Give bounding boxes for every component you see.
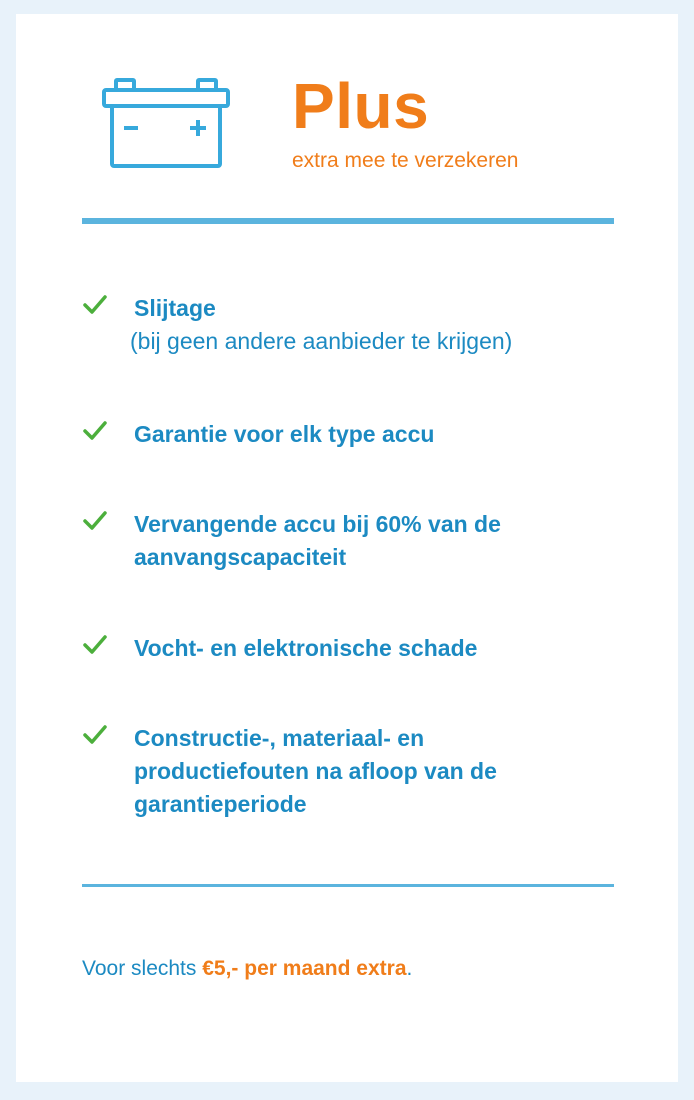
price-prefix: Voor slechts — [82, 957, 203, 980]
plan-title: Plus — [292, 70, 430, 142]
price-suffix: . — [406, 957, 413, 980]
feature-label: Vocht- en elektronische schade — [134, 635, 478, 661]
check-icon — [82, 418, 108, 444]
feature-note: (bij geen andere aanbieder te krijgen) — [130, 328, 513, 354]
battery-icon — [102, 78, 230, 170]
divider-top — [82, 218, 614, 224]
check-icon — [82, 508, 108, 534]
check-icon — [82, 632, 108, 658]
feature-label: Slijtage — [134, 295, 216, 321]
price-note — [82, 957, 412, 981]
price-amount: €5,- per maand extra — [202, 957, 407, 980]
feature-label: Garantie voor elk type accu — [134, 421, 435, 447]
plan-subtitle: extra mee te verzekeren — [292, 149, 519, 172]
divider-bottom — [82, 884, 614, 887]
feature-label: Constructie-, materiaal- en productiefouten na afloop van de garantieperiode — [134, 725, 497, 817]
check-icon — [82, 292, 108, 318]
check-icon — [82, 722, 108, 748]
feature-label: Vervangende accu bij 60% van de aanvangscapaciteit — [134, 511, 501, 570]
